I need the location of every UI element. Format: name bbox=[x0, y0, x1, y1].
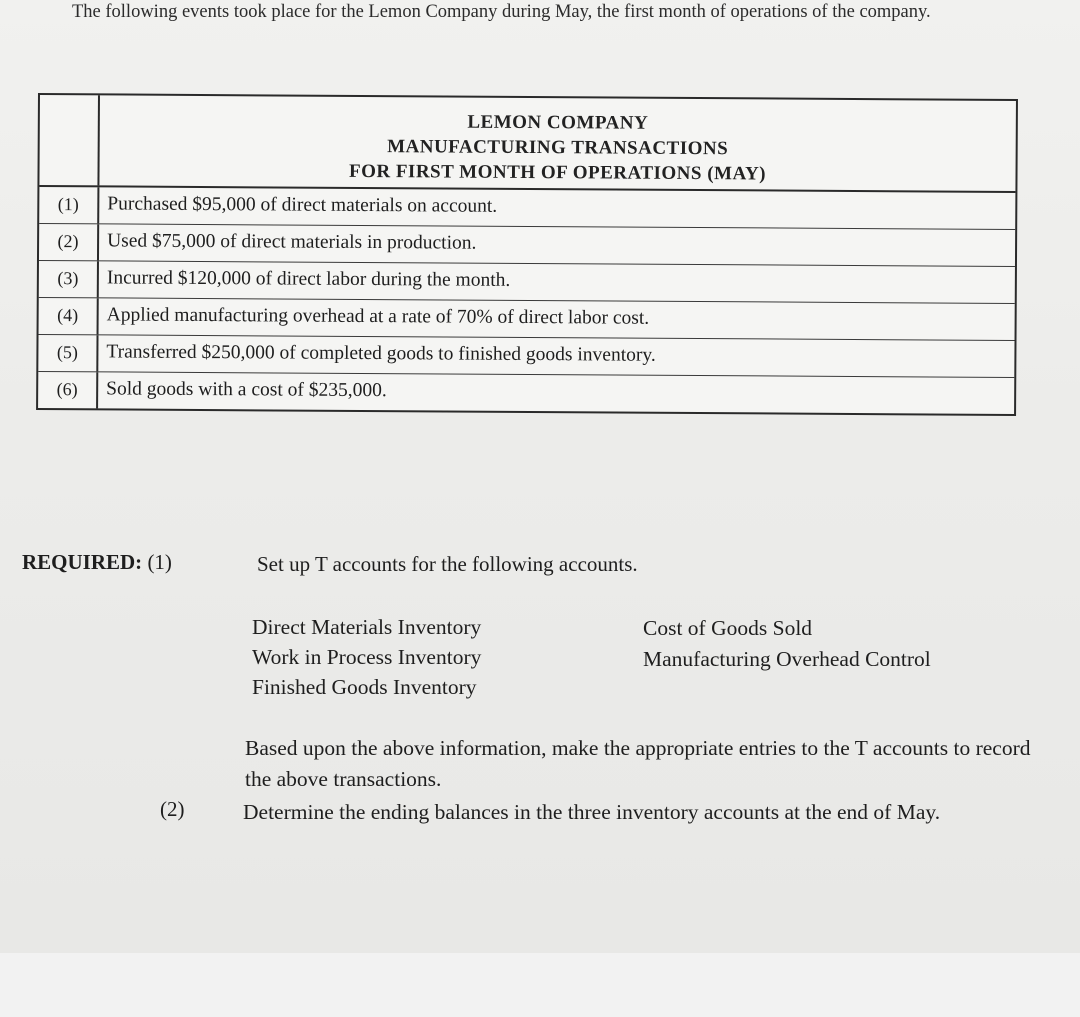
row-description: Used $75,000 of direct materials in production. bbox=[107, 230, 477, 254]
required-label: REQUIRED: bbox=[22, 550, 143, 574]
row-number: (4) bbox=[39, 298, 99, 334]
table-row bbox=[38, 335, 1014, 378]
account-name: Cost of Goods Sold bbox=[643, 616, 813, 640]
required-item1-number: (1) bbox=[147, 550, 172, 574]
bottom-blank-area bbox=[0, 953, 1080, 1017]
table-row bbox=[39, 298, 1015, 341]
title-line-period: FOR FIRST MONTH OF OPERATIONS (MAY) bbox=[348, 160, 767, 185]
account-name: Work in Process Inventory bbox=[252, 645, 482, 669]
row-description: Purchased $95,000 of direct materials on account. bbox=[107, 193, 498, 217]
table-header bbox=[39, 95, 1016, 193]
row-number: (2) bbox=[39, 224, 99, 260]
accounts-list-left bbox=[252, 612, 481, 702]
required-heading bbox=[22, 550, 172, 575]
accounts-list-right bbox=[643, 613, 931, 675]
account-name: Finished Goods Inventory bbox=[252, 675, 477, 699]
row-number: (6) bbox=[38, 372, 98, 408]
required-item1-text: Set up T accounts for the following accounts. bbox=[257, 552, 638, 576]
table-row bbox=[38, 372, 1014, 414]
table-row bbox=[39, 261, 1015, 304]
intro-paragraph: The following events took place for the Lemon Company during May, the first month of operations of the company. bbox=[72, 2, 931, 22]
transactions-table bbox=[36, 93, 1018, 416]
title-line-company: LEMON COMPANY bbox=[467, 111, 649, 134]
header-number-cell bbox=[39, 95, 100, 185]
account-name: Manufacturing Overhead Control bbox=[643, 647, 931, 671]
table-row bbox=[39, 187, 1015, 230]
account-name: Direct Materials Inventory bbox=[252, 615, 482, 639]
row-description: Incurred $120,000 of direct labor during the month. bbox=[106, 267, 511, 291]
table-title bbox=[99, 95, 1016, 191]
title-line-subject: MANUFACTURING TRANSACTIONS bbox=[387, 136, 729, 160]
row-description: Applied manufacturing overhead at a rate of 70% of direct labor cost. bbox=[106, 304, 650, 329]
row-number: (1) bbox=[39, 187, 99, 223]
required-item2-text: Determine the ending balances in the three inventory accounts at the end of May. bbox=[243, 800, 941, 824]
required-item2-number: (2) bbox=[160, 797, 185, 821]
table-row bbox=[39, 224, 1015, 267]
required-item1-instructions: Based upon the above information, make the appropriate entries to the T accounts to record the above transactions. bbox=[245, 736, 1031, 791]
row-number: (5) bbox=[38, 335, 98, 371]
row-description: Sold goods with a cost of $235,000. bbox=[106, 378, 387, 402]
row-description: Transferred $250,000 of completed goods to finished goods inventory. bbox=[106, 341, 656, 366]
row-number: (3) bbox=[39, 261, 99, 297]
